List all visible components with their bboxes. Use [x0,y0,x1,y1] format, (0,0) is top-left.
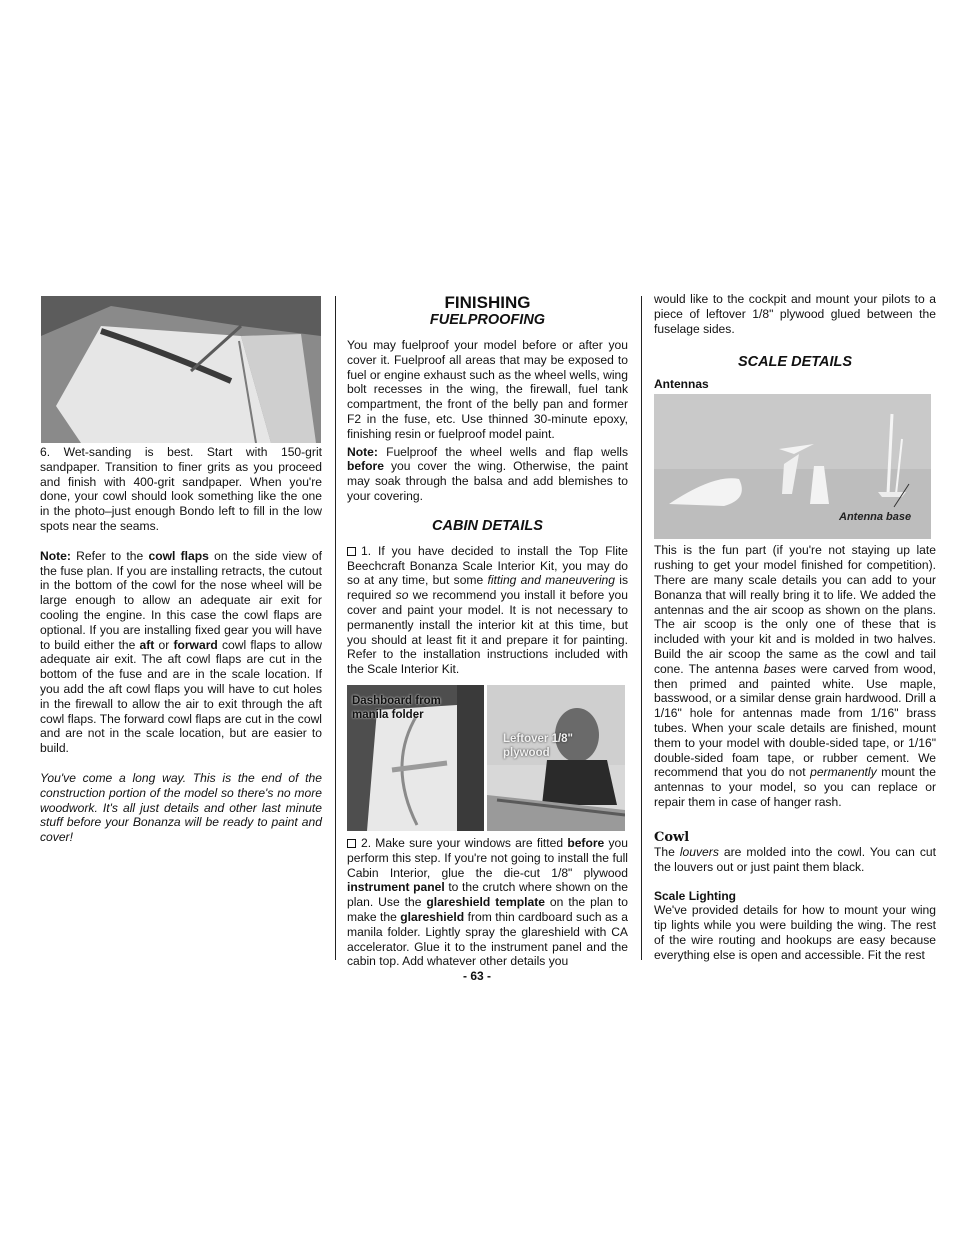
step2-text-b: you perform this step. If you're not going to install the full Cabin Interior, glue the die-cut 1/8" plywood [347,835,628,880]
photo-caption-6: 6. Wet-sanding is best. Start with 150-grit sandpaper. Transition to finer grits as you proceed and finish with 400-grit sandpaper. When you're done, your cowl should look something like the one in the photo–just enough Bondo left to fill in the low spots near the seams. [40,445,322,533]
antennas-heading: Antennas [654,377,709,392]
cowl-paragraph [654,845,936,875]
dashboard-label-line2: manila folder [352,708,424,721]
step2-text-e: from thin cardboard such as a manila folder. Lightly spray the glareshield with CA accelerator. Glue it to the instrument panel and the cabin top. Add whatever other details you [347,909,628,969]
fuelproofing-paragraph: You may fuelproof your model before or after you cover it. Fuelproof all areas that may be exposed to fuel or engine exhaust such as the wheel wells, wing bolt recesses in the wing, the firewall, fuel tank compartment, the front of the belly pan and former F2 in the fuse, etc. Use thinned 30-minute epoxy, finishing resin or fuelproof model paint. [347,338,629,441]
step2-text-c: to the crutch where shown on the plan. Use the [347,880,629,910]
glareshield-template-term: glareshield template [426,895,545,910]
cockpit-continued-paragraph: would like to the cockpit and mount your pilots to a piece of leftover 1/8" plywood glued between the fuselage sides. [654,292,936,336]
note-text-b: you cover the wing. Otherwise, the paint may soak through the balsa and add blemishes to your covering. [347,459,628,503]
note-label: Note: [40,548,71,563]
checkbox-icon[interactable] [347,839,356,848]
step2-text-a: 2. Make sure your windows are fitted [361,835,568,850]
section-title-finishing: FINISHING [444,293,531,312]
step1-text-b: is required [347,573,628,603]
cabin-step-2 [347,836,628,969]
louvers-term: louvers [679,844,719,859]
step2-text-d: on the plan to make the [347,895,629,924]
note-text-a: Fuelproof the wheel wells and flap wells [377,444,628,459]
forward-term: forward [173,637,218,652]
subsection-title-fuelproofing: FUELPROOFING [429,312,546,328]
cowl-flaps-note [40,549,322,756]
cowl-text-a: The [654,844,680,859]
note-text-d: cowl flaps to allow adequate air exit. The aft cowl flaps are cut in the bottom of the fuse and are in the scale location. If you add the aft cowl flaps you will have to cut holes in the firewall to allow the air to exit through the aft cowl flaps. The forward cowl flaps are cut in the cowl and are not in the scale location, but are easier to build. [40,637,322,756]
column-divider-left [335,296,336,960]
step1-italic-2: so [395,588,409,603]
end-of-construction-note: You've come a long way. This is the end of the construction portion of the model so there's no more woodwork. It's all just details and other last minute stuff before your Bonanza will be ready to paint and cover! [40,770,322,845]
cabin-photos [347,685,628,831]
before-term: before [347,459,384,474]
note-text-c: or [154,637,174,652]
plywood-label-line2: plywood [503,746,550,759]
scale-text-b: were carved from wood, then primed and painted white. Use maple, basswood, or a similar dense grain hardwood. Drill a 1/16" hole for antennas made from 1/16" brass tubes. When your scale details are finished, mount them to your model with double-sided tape, or 1/16" double-sided foam tape, or rubber cement. We recommend that you do not [654,661,936,780]
plywood-label-line1: Leftover 1/8" [503,732,574,745]
dashboard-label-line1: Dashboard from [352,694,441,707]
cowl-text-b: are molded into the cowl. You can cut the louvers out or just paint them black. [654,844,936,874]
cowl-sanding-photo [41,296,321,443]
cowl-sanding-image [41,296,321,443]
permanently-term: permanently [810,765,877,780]
subsection-title-scale-details: SCALE DETAILS [737,354,853,371]
column-divider-right [641,296,642,960]
checkbox-icon[interactable] [347,547,356,556]
scale-lighting-heading: Scale Lighting [654,889,737,904]
antennas-photo [654,394,931,539]
column-right [654,292,936,963]
page-number: - 63 - [462,969,491,983]
column-middle [347,293,628,969]
cowl-heading: Cowl [654,829,690,845]
pilot-plywood-photo [487,685,625,831]
scale-text-a: This is the fun part (if you're not staying up late rushing to get your model finished for competition). There are many scale details you can add to your Bonanza that will really bring it to life. We added the antennas and the air scoop as shown on the plans. The air scoop is the only one of these that is included with your kit and is molded in two halves. Build the air scoop the same as the cowl and tail cone. The antenna [654,543,936,676]
note-label: Note: [347,444,378,459]
bases-term: bases [763,661,796,676]
antenna-base-label: Antenna base [839,511,912,524]
step1-text-a: 1. If you have decided to install the Top Flite Beechcraft Bonanza Scale Interior Kit, you may do so at any time, but some [347,543,628,588]
cowl-flaps-term: cowl flaps [148,548,209,563]
glareshield-term: glareshield [400,909,465,924]
column-left [40,293,322,845]
cabin-step-1 [347,544,628,677]
aft-term: aft [139,637,155,652]
scale-lighting-paragraph: We've provided details for how to mount your wing tip lights while you were building the wing. The rest of the wire routing and hookups are easy because everything else is open and accessible. Fit the rest [654,903,936,962]
note-text-b: on the side view of the fuse plan. If you are installing retracts, the cutout in the bottom of the cowl for the nose wheel will be large enough to allow an adequate air exit for cooling the engine. In this case the cowl flaps are optional. If you are installing fixed gear you will have to build either the [40,548,323,652]
scale-details-paragraph [654,543,936,809]
step1-italic-1: fitting and maneuvering [487,573,615,588]
fuelproofing-note [347,445,628,504]
note-text-a: Refer to the [70,548,149,563]
scale-text-c: mount the antennas to your model, so you can replace or repair them in case of hanger rash. [654,765,936,809]
dashboard-photo [347,685,484,831]
instrument-panel-term: instrument panel [347,880,445,895]
before-term: before [567,835,605,850]
subsection-title-cabin-details: CABIN DETAILS [432,517,543,534]
step1-text-c: we recommend you install it before you cover and paint your model. It is not necessary to permanently install the interior kit at this time, but you should at least fit it and prepare it for painting. Refer to the installation instructions included with the Scale Interior Kit. [347,588,628,677]
